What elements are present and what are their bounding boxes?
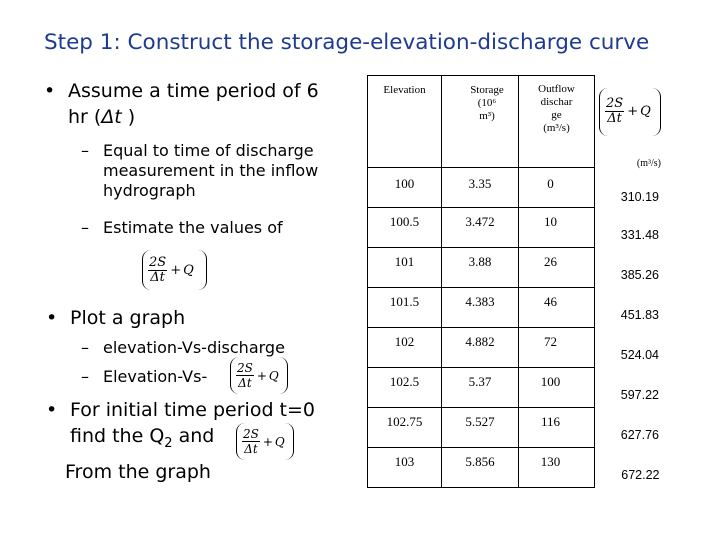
formula-storage-indication: $\frac{2S}{\Delta t}$ + Q bbox=[236, 423, 294, 460]
sub-bullet-estimate bbox=[81, 218, 283, 238]
sub-bullet-text: Estimate the values of bbox=[103, 218, 283, 237]
cell-outflow: 46 bbox=[519, 288, 595, 328]
table-row bbox=[368, 328, 666, 368]
formula-storage-indication: $\frac{2S}{\Delta t}$ + Q bbox=[142, 250, 207, 290]
bullet-dot: • bbox=[46, 307, 58, 329]
sub-bullet-line3: hydrograph bbox=[103, 181, 196, 200]
cell-storage: 5.37 bbox=[442, 368, 519, 408]
cell-storage-indication: 310.19 bbox=[620, 189, 659, 204]
sub-bullet-elevation-discharge bbox=[81, 338, 285, 358]
bullet-plot-graph bbox=[46, 305, 186, 331]
cell-storage-indication: 451.83 bbox=[620, 307, 659, 322]
cell-storage: 4.882 bbox=[442, 328, 519, 368]
cell-outflow: 0 bbox=[519, 168, 595, 208]
cell-storage: 3.35 bbox=[442, 168, 519, 208]
table-row bbox=[368, 168, 666, 208]
dash-marker: – bbox=[81, 218, 89, 237]
sub-bullet-text: elevation-Vs-discharge bbox=[103, 338, 285, 357]
sub-bullet-equal-time bbox=[81, 141, 353, 201]
sub-bullet-elevation-vs bbox=[81, 367, 208, 387]
storage-discharge-table bbox=[367, 75, 666, 488]
cell-storage-indication: 597.22 bbox=[620, 387, 659, 402]
cell-storage-indication: 385.26 bbox=[620, 267, 659, 282]
table-row bbox=[368, 288, 666, 328]
dash-marker: – bbox=[81, 141, 89, 160]
cell-storage-indication: 627.76 bbox=[620, 427, 659, 442]
bullet-from-graph bbox=[65, 459, 211, 485]
cell-elevation: 100 bbox=[368, 168, 442, 208]
cell-elevation: 102.5 bbox=[368, 368, 442, 408]
cell-elevation: 103 bbox=[368, 448, 442, 488]
sub-bullet-line2: measurement in the inflow bbox=[103, 161, 319, 180]
bullet-dot: • bbox=[46, 399, 58, 421]
cell-outflow: 100 bbox=[519, 368, 595, 408]
cell-elevation: 101.5 bbox=[368, 288, 442, 328]
cell-outflow: 72 bbox=[519, 328, 595, 368]
dash-marker: – bbox=[81, 338, 89, 357]
cell-outflow: 26 bbox=[519, 248, 595, 288]
table-row bbox=[368, 368, 666, 408]
cell-elevation: 101 bbox=[368, 248, 442, 288]
table-row bbox=[368, 448, 666, 488]
cell-storage-indication: 524.04 bbox=[620, 347, 659, 362]
cell-storage: 3.88 bbox=[442, 248, 519, 288]
header-storage-indication bbox=[595, 76, 666, 168]
bullet-text: Plot a graph bbox=[70, 307, 186, 329]
bullet-dot: • bbox=[44, 80, 56, 102]
bullet-text-line1: Assume a time period of 6 bbox=[68, 80, 319, 102]
cell-storage: 4.383 bbox=[442, 288, 519, 328]
bullet-time-period bbox=[44, 78, 319, 130]
formula-storage-indication: $\frac{2S}{\Delta t}$ + Q bbox=[599, 88, 661, 136]
sub-bullet-text: Elevation-Vs- bbox=[103, 367, 208, 386]
dash-marker: – bbox=[81, 367, 89, 386]
cell-elevation: 102 bbox=[368, 328, 442, 368]
delta-t: Δt bbox=[101, 106, 122, 128]
sub-bullet-line1: Equal to time of discharge bbox=[103, 141, 314, 160]
table-row bbox=[368, 408, 666, 448]
table-row bbox=[368, 248, 666, 288]
header-units: (m³/s) bbox=[636, 157, 661, 169]
header-outflow: Outflow dischar ge (m³/s) bbox=[519, 76, 595, 168]
slide-title: Step 1: Construct the storage-elevation-discharge curve bbox=[44, 30, 650, 55]
bullet-text-line2: hr (Δt ) bbox=[68, 106, 136, 128]
cell-elevation: 100.5 bbox=[368, 208, 442, 248]
formula-storage-indication: $\frac{2S}{\Delta t}$ + Q bbox=[230, 357, 288, 394]
cell-outflow: 10 bbox=[519, 208, 595, 248]
cell-outflow: 116 bbox=[519, 408, 595, 448]
cell-storage-indication: 672.22 bbox=[621, 467, 660, 482]
cell-storage: 5.856 bbox=[442, 448, 519, 488]
cell-storage: 3.472 bbox=[442, 208, 519, 248]
cell-outflow: 130 bbox=[519, 448, 595, 488]
header-storage: Storage (10⁶ m³) bbox=[442, 76, 519, 168]
cell-elevation: 102.75 bbox=[368, 408, 442, 448]
header-elevation: Elevation bbox=[368, 76, 442, 168]
cell-storage-indication: 331.48 bbox=[620, 227, 659, 242]
cell-storage: 5.527 bbox=[442, 408, 519, 448]
bullet-text: From the graph bbox=[65, 461, 211, 483]
table-row bbox=[368, 208, 666, 248]
bullet-text-line1: For initial time period t=0 bbox=[70, 399, 316, 421]
bullet-text-line2: find the $Q_2$ and bbox=[70, 425, 215, 451]
